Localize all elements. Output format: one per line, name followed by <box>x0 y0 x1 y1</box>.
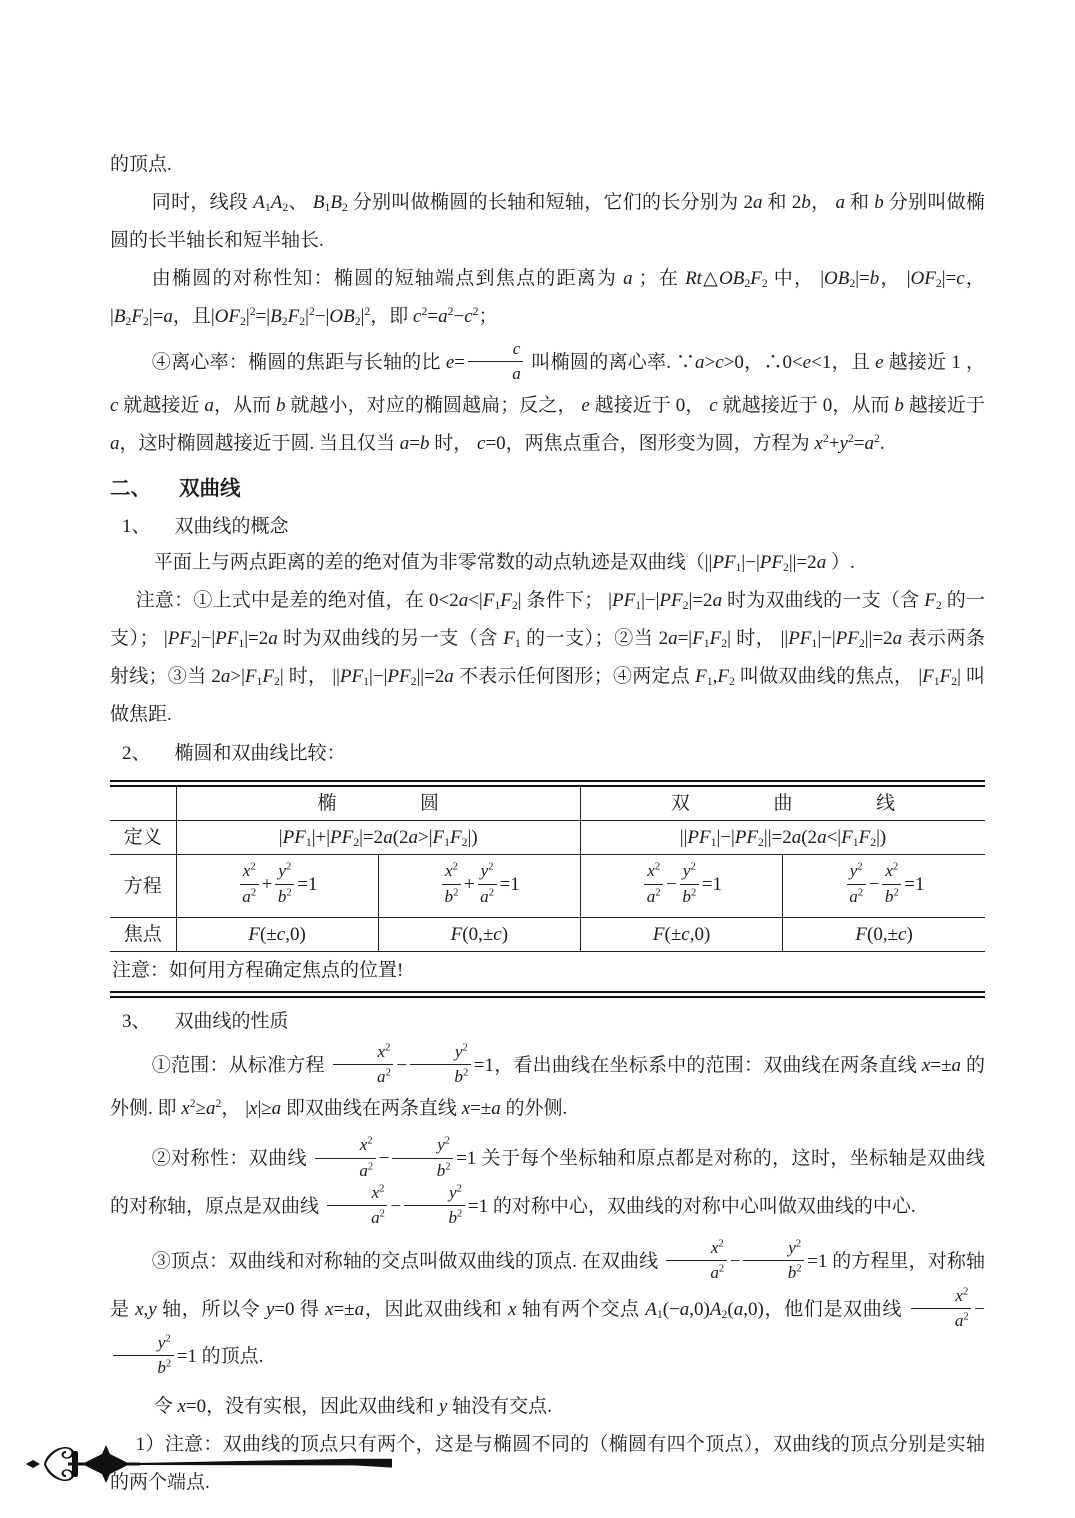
subsection-heading-concept <box>110 509 985 544</box>
table-row-foci <box>110 917 985 951</box>
math-inline: a <box>110 433 120 455</box>
math-inline: |x|≥a <box>245 1098 282 1120</box>
math-fraction: $\frac{x^2}{a^2}$ <box>315 1134 376 1181</box>
math-inline: $|PF_2|-|PF_1|=2a$ <box>163 628 278 651</box>
math-inline: $2a>|F_1F_2|$ <box>211 666 284 689</box>
table-header-ellipse: 椭圆 <box>176 787 581 821</box>
math-inline: F(±c,0) <box>652 923 711 945</box>
math-inline: $F_1,F_2$ <box>695 666 735 689</box>
math-inline: $0<2a<|F_1F_2|$ <box>428 590 522 613</box>
section-title: 双曲线 <box>179 478 241 501</box>
subsection-title: 椭圆和双曲线比较： <box>174 743 346 765</box>
math-inline: x,y <box>135 1298 157 1320</box>
math-fraction: $\frac{x^2}{b^2}$ <box>882 860 901 907</box>
math-fraction: $\frac{y^2}{b^2}$ <box>392 1134 453 1181</box>
math-inline: $||PF_1|-|PF_2||=2a(2a<|F_1F_2|)$ <box>679 827 887 850</box>
math-inline: x=±a <box>461 1098 501 1120</box>
subsection-heading-comparison <box>110 736 985 771</box>
math-inline: y=0 <box>265 1298 295 1320</box>
math-inline: 2a <box>743 192 763 213</box>
math-fraction: $\frac{x^2}{a^2}$ <box>327 1182 388 1229</box>
math-inline: a=b <box>399 433 430 455</box>
math-inline: a>c>0 <box>695 352 744 374</box>
math-inline: $||PF_1|-|PF_2||=2a$ <box>332 666 454 689</box>
table-header-hyperbola: 双曲线 <box>581 787 986 821</box>
table-cell-foci-3 <box>581 917 783 951</box>
math-inline: x <box>507 1298 517 1320</box>
math-fraction: $\frac{c}{a}$ <box>468 338 523 385</box>
paragraph-vertex-note: 1）注意：双曲线的顶点只有两个，这是与椭圆不同的（椭圆有四个顶点），双曲线的顶点分别是实轴的两个端点. <box>110 1433 985 1493</box>
math-inline: $x^2+y^2=a^2$ <box>814 432 880 455</box>
math-inline: b <box>874 192 884 213</box>
math-inline: x=±a <box>921 1054 962 1076</box>
math-inline: e <box>581 395 590 417</box>
subsection-title: 双曲线的性质 <box>174 1010 289 1032</box>
table-cell-ellipse-definition <box>176 821 581 855</box>
math-inline: a <box>835 192 845 213</box>
table-cell-ellipse-eq1: $\frac{x^2}{a^2}$ + $\frac{y^2}{b^2}$ =1 <box>176 855 378 917</box>
table-cell-foci-4 <box>783 917 985 951</box>
table-corner-cell <box>110 787 176 821</box>
math-inline: $A_1(-a,0)A_2(a,0)$ <box>645 1298 764 1321</box>
math-inline: F(±c,0) <box>248 923 306 945</box>
math-inline: $c^2=a^2-c^2$ <box>413 304 479 327</box>
table-cell-foci-2 <box>378 917 580 951</box>
section-heading-hyperbola <box>110 471 985 507</box>
math-inline: a <box>204 395 214 417</box>
math-inline: $|PF_1|-|PF_2|=2a$ <box>608 590 723 613</box>
math-inline: a <box>623 268 633 289</box>
math-inline: b <box>894 395 904 417</box>
math-fraction: $\frac{x^2}{a^2}$ <box>333 1041 394 1088</box>
math-inline: e <box>875 352 884 374</box>
math-inline: y <box>438 1395 448 1417</box>
subsection-number: 3、 <box>122 1010 151 1032</box>
math-inline: $B_1B_2$ <box>312 192 348 214</box>
table-cell-hyperbola-eq2: $\frac{y^2}{a^2}$ − $\frac{x^2}{b^2}$ =1 <box>783 855 985 917</box>
table-row-label-foci: 焦点 <box>110 917 176 951</box>
table-row-label-definition: 定义 <box>110 821 176 855</box>
math-inline: $A_1A_2$ <box>253 192 289 214</box>
math-inline: $||PF_1|-|PF_2||=2a$ <box>780 628 903 651</box>
math-fraction: $\frac{x^2}{b^2}$ <box>442 860 461 907</box>
paragraph-hyperbola-definition: 平面上与两点距离的差的绝对值为非零常数的动点轨迹是双曲线（$||PF_1|-|PF_2||=2a$ ）. <box>153 552 855 575</box>
math-inline: e= <box>445 352 465 374</box>
paragraph-property-range: ①范围：从标准方程 $\frac{x^2}{a^2}$ − $\frac{y^2}{b^2}$ =1，看出曲线在坐标系中的范围：双曲线在两条直线 x=±a 的外侧. 即 $x^2\ge a^2$， |x|≥a 即双曲线在两条直线 x=±a 的外侧. <box>110 1041 985 1120</box>
paragraph-major-minor-axes: 同时，线段 $A_1A_2$、 $B_1B_2$ 分别叫做椭圆的长轴和短轴，它们的长分别为 2a 和 2b， a 和 b 分别叫做椭圆的长半轴长和短半轴长. <box>110 192 985 251</box>
paragraph-property-symmetry: ②对称性：双曲线 $\frac{x^2}{a^2}$ − $\frac{y^2}{b^2}$ =1 关于每个坐标轴和原点都是对称的，这时，坐标轴是双曲线的对称轴，原点是双曲线 $\frac{x^2}{a^2}$ − $\frac{y^2}{b^2}$ =1 的对称中心，双曲线的对称中心叫做双曲线的中心. <box>110 1136 985 1231</box>
math-inline: b <box>276 395 286 417</box>
math-inline: F(0,±c) <box>855 923 913 945</box>
math-fraction: $\frac{y^2}{b^2}$ <box>410 1041 471 1088</box>
math-fraction: $\frac{y^2}{b^2}$ <box>275 860 294 907</box>
paragraph-ellipse-symmetry: 由椭圆的对称性知：椭圆的短轴端点到焦点的距离为 a ；在 $Rt\triangle OB_2F_2$ 中， $|OB_2|=b$， $|OF_2|=c$， $|B_2F_2|=a$，且$|OF_2|^2=|B_2F_2|^2-|OB_2|^2$，即 $c^2=a^2-c^2$； <box>110 268 985 328</box>
table-row-equation <box>110 855 985 917</box>
subsection-number: 2、 <box>122 743 151 765</box>
table-cell-foci-1 <box>176 917 378 951</box>
math-fraction: $\frac{y^2}{b^2}$ <box>680 860 699 907</box>
math-inline: $F_2$ <box>924 590 942 613</box>
math-inline: 2b <box>791 192 811 213</box>
math-inline: c <box>709 395 718 417</box>
math-inline: $|PF_1|+|PF_2|=2a(2a>|F_1F_2|)$ <box>278 827 478 850</box>
subsection-heading-properties <box>110 1004 985 1039</box>
table-row-label-equation: 方程 <box>110 855 176 917</box>
math-inline: x=0 <box>177 1395 207 1417</box>
paragraph-vertex-continuation: 的顶点. <box>110 154 172 175</box>
math-inline: x=±a <box>325 1298 365 1320</box>
paragraph-no-y-intersection: 令 x=0，没有实根，因此双曲线和 y 轴没有交点. <box>153 1395 552 1417</box>
table-note: 注意：如何用方程确定焦点的位置! <box>112 959 404 981</box>
math-fraction: $\frac{y^2}{b^2}$ <box>404 1182 465 1229</box>
table-header-row <box>110 787 985 821</box>
math-inline: $2a=|F_1F_2|$ <box>658 628 731 651</box>
math-fraction: $\frac{x^2}{a^2}$ <box>644 860 663 907</box>
section-number: 二、 <box>110 478 151 501</box>
math-inline: $x^2\ge a^2$ <box>181 1097 222 1120</box>
math-fraction: $\frac{x^2}{a^2}$ <box>240 860 259 907</box>
math-inline: F(0,±c) <box>450 923 509 945</box>
table-cell-hyperbola-definition <box>581 821 986 855</box>
table-row-definition <box>110 821 985 855</box>
math-inline: c <box>110 395 119 417</box>
math-fraction: $\frac{x^2}{a^2}$ <box>666 1237 727 1284</box>
math-fraction: $\frac{y^2}{a^2}$ <box>847 860 866 907</box>
math-inline: $F_1$ <box>503 628 521 651</box>
math-fraction: $\frac{y^2}{b^2}$ <box>743 1237 804 1284</box>
math-inline: $|B_2F_2|=a$ <box>110 306 173 328</box>
subsection-title: 双曲线的概念 <box>174 516 289 538</box>
paragraph-hyperbola-notes: 注意：①上式中是差的绝对值，在 $0<2a<|F_1F_2|$ 条件下； $|PF_1|-|PF_2|=2a$ 时为双曲线的一支（含 $F_2$ 的一支）； $|PF_2|-|PF_1|=2a$ 时为双曲线的另一支（含 $F_1$ 的一支）；②当 $2a=|F_1F_2|$ 时， $||PF_1|-|PF_2||=2a$ 表示两条射线；③当 $2a>|F_1F_2|$ 时， $||PF_1|-|PF_2||=2a$ 不表示任何图形；④两定点 $F_1,F_2$ 叫做双曲线的焦点， $|F_1F_2|$ 叫做焦距. <box>110 590 985 726</box>
paragraph-property-vertices: ③顶点：双曲线和对称轴的交点叫做双曲线的顶点. 在双曲线 $\frac{x^2}{a^2}$ − $\frac{y^2}{b^2}$ =1 的方程里，对称轴是 x,y 轴，所以令 y=0 得 x=±a，因此双曲线和 x 轴有两个交点 $A_1(-a,0)A_2(a,0)$，他们是双曲线 $\frac{x^2}{a^2}$ − $\frac{y^2}{b^2}$ =1 的顶点. <box>110 1239 985 1381</box>
math-inline: $|OB_2|=b$ <box>820 268 880 290</box>
math-fraction: $\frac{x^2}{a^2}$ <box>911 1285 972 1332</box>
math-fraction: $\frac{y^2}{b^2}$ <box>113 1332 174 1379</box>
math-inline: $|F_1F_2|$ <box>918 666 961 689</box>
paragraph-eccentricity: ④离心率：椭圆的焦距与长轴的比 e= $\frac{c}{a}$ 叫椭圆的离心率. ∵a>c>0，∴0<e<1，且 e 越接近 1 ， c 就越接近 a，从而 b 就越小，对应的椭圆越扁；反之， e 越接近于 0， c 就越接近于 0，从而 b 越接近于 a，这时椭圆越接近于圆. 当且仅当 a=b 时， c=0，两焦点重合，图形变为圆，方程为 $x^2+y^2=a^2$. <box>110 339 985 455</box>
footer-ornament <box>24 1440 404 1488</box>
table-note-row <box>110 951 985 991</box>
math-inline: $|OF_2|=c$ <box>906 268 965 290</box>
comparison-table <box>110 780 985 997</box>
math-inline: $|OF_2|^2=|B_2F_2|^2-|OB_2|^2$ <box>210 304 371 328</box>
math-inline: c=0 <box>477 433 506 455</box>
subsection-number: 1、 <box>122 516 151 538</box>
table-cell-ellipse-eq2: $\frac{x^2}{b^2}$ + $\frac{y^2}{a^2}$ =1 <box>378 855 580 917</box>
math-inline: 0<e<1 <box>782 352 832 374</box>
math-inline: $Rt\triangle OB_2F_2$ <box>685 268 768 290</box>
math-inline: $||PF_1|-|PF_2||=2a$ <box>704 552 827 575</box>
math-fraction: $\frac{y^2}{a^2}$ <box>478 860 497 907</box>
table-cell-hyperbola-eq1: $\frac{x^2}{a^2}$ − $\frac{y^2}{b^2}$ =1 <box>581 855 783 917</box>
